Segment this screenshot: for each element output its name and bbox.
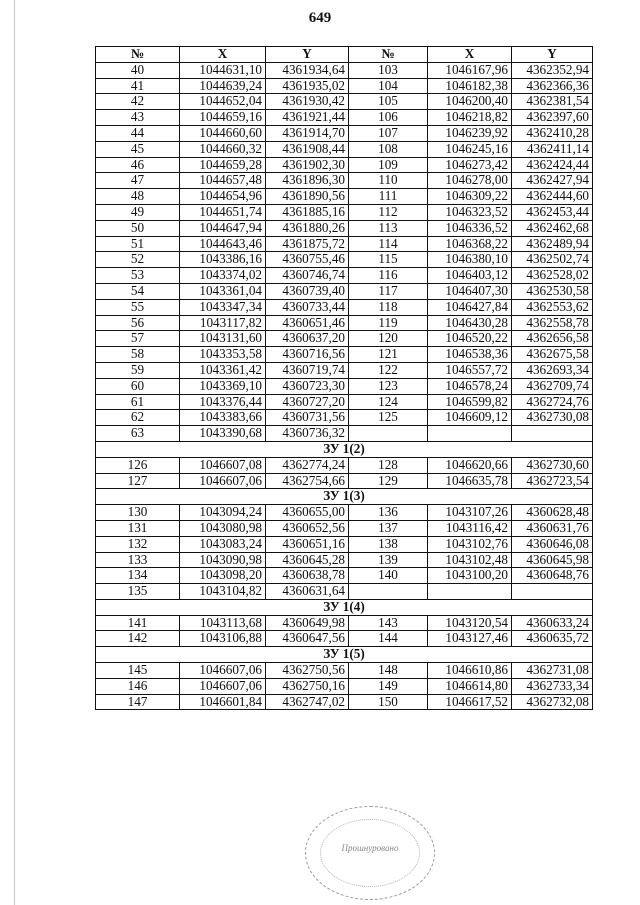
cell-x-right: 1046599,82 bbox=[428, 394, 512, 410]
cell-x-left: 1043131,60 bbox=[180, 331, 266, 347]
cell-y-right: 4362424,44 bbox=[512, 157, 593, 173]
table-row bbox=[96, 426, 593, 442]
cell-y-right: 4362530,58 bbox=[512, 283, 593, 299]
cell-number-left: 49 bbox=[96, 204, 180, 220]
cell-y-left: 4362774,24 bbox=[266, 457, 349, 473]
table-row bbox=[96, 125, 593, 141]
cell-y-left: 4360638,78 bbox=[266, 568, 349, 584]
cell-number-right: 128 bbox=[349, 457, 428, 473]
table-row bbox=[96, 94, 593, 110]
cell-y-left: 4362747,02 bbox=[266, 694, 349, 710]
cell-y-right: 4362444,60 bbox=[512, 189, 593, 205]
cell-y-right: 4362732,08 bbox=[512, 694, 593, 710]
section-label: ЗУ 1(4) bbox=[96, 599, 593, 615]
cell-x-right: 1043102,76 bbox=[428, 536, 512, 552]
table-row bbox=[96, 141, 593, 157]
cell-y-right: 4362453,44 bbox=[512, 204, 593, 220]
cell-y-left: 4361930,42 bbox=[266, 94, 349, 110]
section-label: ЗУ 1(2) bbox=[96, 441, 593, 457]
cell-x-left: 1046607,08 bbox=[180, 457, 266, 473]
table-row bbox=[96, 615, 593, 631]
cell-number-left: 58 bbox=[96, 347, 180, 363]
cell-number-left: 131 bbox=[96, 520, 180, 536]
table-row bbox=[96, 631, 593, 647]
table-row bbox=[96, 204, 593, 220]
cell-x-left: 1043383,66 bbox=[180, 410, 266, 426]
cell-number-left: 145 bbox=[96, 663, 180, 679]
cell-y-left: 4360649,98 bbox=[266, 615, 349, 631]
cell-number-left: 134 bbox=[96, 568, 180, 584]
cell-y-left: 4360716,56 bbox=[266, 347, 349, 363]
cell-x-right: 1046620,66 bbox=[428, 457, 512, 473]
cell-y-left: 4361935,02 bbox=[266, 78, 349, 94]
cell-x-left: 1043080,98 bbox=[180, 520, 266, 536]
cell-x-left: 1044647,94 bbox=[180, 220, 266, 236]
cell-x-right: 1043100,20 bbox=[428, 568, 512, 584]
cell-y-left: 4361885,16 bbox=[266, 204, 349, 220]
table-row bbox=[96, 220, 593, 236]
cell-x-right: 1043107,26 bbox=[428, 505, 512, 521]
cell-y-right: 4362693,34 bbox=[512, 362, 593, 378]
cell-number-left: 141 bbox=[96, 615, 180, 631]
header-x-right: X bbox=[428, 47, 512, 63]
cell-y-right: 4362730,60 bbox=[512, 457, 593, 473]
cell-y-left: 4360651,16 bbox=[266, 536, 349, 552]
cell-number-left: 43 bbox=[96, 110, 180, 126]
cell-number-right: 113 bbox=[349, 220, 428, 236]
cell-number-right: 109 bbox=[349, 157, 428, 173]
cell-x-left: 1044639,24 bbox=[180, 78, 266, 94]
cell-number-left: 42 bbox=[96, 94, 180, 110]
cell-y-left: 4360637,20 bbox=[266, 331, 349, 347]
cell-number-left: 62 bbox=[96, 410, 180, 426]
cell-number-right: 105 bbox=[349, 94, 428, 110]
cell-x-left: 1044643,46 bbox=[180, 236, 266, 252]
cell-x-left: 1043347,34 bbox=[180, 299, 266, 315]
cell-number-left: 132 bbox=[96, 536, 180, 552]
cell-number-right: 124 bbox=[349, 394, 428, 410]
cell-y-left: 4360631,64 bbox=[266, 584, 349, 600]
cell-x-left: 1044654,96 bbox=[180, 189, 266, 205]
cell-y-right: 4362731,08 bbox=[512, 663, 593, 679]
section-label: ЗУ 1(5) bbox=[96, 647, 593, 663]
cell-number-left: 133 bbox=[96, 552, 180, 568]
cell-x-left: 1043374,02 bbox=[180, 268, 266, 284]
cell-x-left: 1043353,58 bbox=[180, 347, 266, 363]
cell-number-right: 123 bbox=[349, 378, 428, 394]
cell-x-left: 1044631,10 bbox=[180, 62, 266, 78]
cell-x-left: 1043090,98 bbox=[180, 552, 266, 568]
section-label: ЗУ 1(3) bbox=[96, 489, 593, 505]
cell-x-right: 1046578,24 bbox=[428, 378, 512, 394]
cell-number-left: 60 bbox=[96, 378, 180, 394]
cell-y-left: 4362754,66 bbox=[266, 473, 349, 489]
cell-x-right: 1046323,52 bbox=[428, 204, 512, 220]
cell-number-right: 103 bbox=[349, 62, 428, 78]
cell-x-left: 1044660,60 bbox=[180, 125, 266, 141]
cell-x-right: 1046403,12 bbox=[428, 268, 512, 284]
cell-number-left: 135 bbox=[96, 584, 180, 600]
cell-x-right: 1043127,46 bbox=[428, 631, 512, 647]
cell-y-right: 4362528,02 bbox=[512, 268, 593, 284]
cell-x-right: 1046218,82 bbox=[428, 110, 512, 126]
cell-number-right: 122 bbox=[349, 362, 428, 378]
cell-y-left: 4360645,28 bbox=[266, 552, 349, 568]
cell-x-left: 1043361,04 bbox=[180, 283, 266, 299]
cell-x-left: 1046601,84 bbox=[180, 694, 266, 710]
table-row bbox=[96, 678, 593, 694]
cell-y-right: 4360628,48 bbox=[512, 505, 593, 521]
cell-x-right: 1046245,16 bbox=[428, 141, 512, 157]
cell-x-right: 1043116,42 bbox=[428, 520, 512, 536]
cell-y-right: 4362502,74 bbox=[512, 252, 593, 268]
cell-number-left: 41 bbox=[96, 78, 180, 94]
table-row bbox=[96, 252, 593, 268]
cell-x-right: 1046430,28 bbox=[428, 315, 512, 331]
cell-y-left: 4362750,56 bbox=[266, 663, 349, 679]
cell-x-right bbox=[428, 584, 512, 600]
page-number: 649 bbox=[308, 10, 332, 26]
cell-number-right: 144 bbox=[349, 631, 428, 647]
cell-number-left: 46 bbox=[96, 157, 180, 173]
cell-number-left: 59 bbox=[96, 362, 180, 378]
cell-x-left: 1043117,82 bbox=[180, 315, 266, 331]
scan-edge-line bbox=[14, 0, 15, 905]
cell-y-left: 4360739,40 bbox=[266, 283, 349, 299]
cell-number-right: 136 bbox=[349, 505, 428, 521]
cell-y-left: 4360733,44 bbox=[266, 299, 349, 315]
cell-x-left: 1043094,24 bbox=[180, 505, 266, 521]
cell-x-left: 1044659,16 bbox=[180, 110, 266, 126]
cell-y-right: 4362724,76 bbox=[512, 394, 593, 410]
cell-x-left: 1043361,42 bbox=[180, 362, 266, 378]
cell-y-right: 4362381,54 bbox=[512, 94, 593, 110]
cell-y-left: 4360731,56 bbox=[266, 410, 349, 426]
cell-number-left: 48 bbox=[96, 189, 180, 205]
cell-number-right: 138 bbox=[349, 536, 428, 552]
cell-number-right: 117 bbox=[349, 283, 428, 299]
table-row bbox=[96, 110, 593, 126]
cell-y-left: 4360652,56 bbox=[266, 520, 349, 536]
cell-y-left: 4361908,44 bbox=[266, 141, 349, 157]
stamp-inner-ring bbox=[320, 819, 420, 887]
section-row bbox=[96, 599, 593, 615]
cell-x-right: 1046182,38 bbox=[428, 78, 512, 94]
table-row bbox=[96, 283, 593, 299]
cell-y-left: 4361880,26 bbox=[266, 220, 349, 236]
cell-number-left: 54 bbox=[96, 283, 180, 299]
cell-number-left: 61 bbox=[96, 394, 180, 410]
table-row bbox=[96, 189, 593, 205]
cell-x-right: 1046407,30 bbox=[428, 283, 512, 299]
cell-x-left: 1043376,44 bbox=[180, 394, 266, 410]
cell-number-right: 111 bbox=[349, 189, 428, 205]
table-row bbox=[96, 694, 593, 710]
cell-x-left: 1046607,06 bbox=[180, 663, 266, 679]
stamp-text: Прошнуровано bbox=[341, 843, 399, 853]
cell-y-right: 4360648,76 bbox=[512, 568, 593, 584]
cell-y-right: 4362558,78 bbox=[512, 315, 593, 331]
cell-y-right: 4362427,94 bbox=[512, 173, 593, 189]
cell-x-left: 1043113,68 bbox=[180, 615, 266, 631]
cell-x-left: 1043083,24 bbox=[180, 536, 266, 552]
cell-y-left: 4361896,30 bbox=[266, 173, 349, 189]
stamp-seal bbox=[305, 806, 435, 900]
header-y-left: Y bbox=[266, 47, 349, 63]
table-row bbox=[96, 457, 593, 473]
cell-x-left: 1044657,48 bbox=[180, 173, 266, 189]
cell-number-left: 142 bbox=[96, 631, 180, 647]
table-row bbox=[96, 315, 593, 331]
header-y-right: Y bbox=[512, 47, 593, 63]
cell-x-right: 1046336,52 bbox=[428, 220, 512, 236]
cell-x-right: 1046278,00 bbox=[428, 173, 512, 189]
table-row bbox=[96, 378, 593, 394]
cell-number-left: 130 bbox=[96, 505, 180, 521]
cell-y-left: 4360651,46 bbox=[266, 315, 349, 331]
coordinates-table bbox=[95, 46, 593, 710]
table-row bbox=[96, 520, 593, 536]
cell-x-right: 1046239,92 bbox=[428, 125, 512, 141]
cell-x-right: 1046538,36 bbox=[428, 347, 512, 363]
cell-x-left: 1044652,04 bbox=[180, 94, 266, 110]
cell-number-right: 116 bbox=[349, 268, 428, 284]
cell-y-left: 4361914,70 bbox=[266, 125, 349, 141]
table-row bbox=[96, 157, 593, 173]
table-row bbox=[96, 299, 593, 315]
cell-number-left: 55 bbox=[96, 299, 180, 315]
cell-y-right: 4360631,76 bbox=[512, 520, 593, 536]
table-row bbox=[96, 362, 593, 378]
cell-y-left: 4360736,32 bbox=[266, 426, 349, 442]
table-row bbox=[96, 536, 593, 552]
cell-x-right: 1046617,52 bbox=[428, 694, 512, 710]
cell-x-left: 1044651,74 bbox=[180, 204, 266, 220]
cell-number-right: 115 bbox=[349, 252, 428, 268]
table-row bbox=[96, 505, 593, 521]
cell-y-right: 4362397,60 bbox=[512, 110, 593, 126]
cell-number-right: 137 bbox=[349, 520, 428, 536]
cell-y-right: 4362489,94 bbox=[512, 236, 593, 252]
cell-y-left: 4361890,56 bbox=[266, 189, 349, 205]
cell-number-right: 120 bbox=[349, 331, 428, 347]
cell-y-left: 4360727,20 bbox=[266, 394, 349, 410]
cell-number-right: 139 bbox=[349, 552, 428, 568]
cell-x-right: 1046610,86 bbox=[428, 663, 512, 679]
cell-number-left: 50 bbox=[96, 220, 180, 236]
cell-number-left: 51 bbox=[96, 236, 180, 252]
cell-y-right: 4360646,08 bbox=[512, 536, 593, 552]
cell-x-right: 1046368,22 bbox=[428, 236, 512, 252]
cell-x-right: 1046273,42 bbox=[428, 157, 512, 173]
cell-number-right: 140 bbox=[349, 568, 428, 584]
table-row bbox=[96, 473, 593, 489]
table-header-row bbox=[96, 47, 593, 63]
cell-x-right: 1046427,84 bbox=[428, 299, 512, 315]
cell-y-right: 4362709,74 bbox=[512, 378, 593, 394]
cell-y-left: 4361934,64 bbox=[266, 62, 349, 78]
cell-x-left: 1046607,06 bbox=[180, 473, 266, 489]
table-row bbox=[96, 568, 593, 584]
cell-number-left: 57 bbox=[96, 331, 180, 347]
section-row bbox=[96, 441, 593, 457]
table-row bbox=[96, 347, 593, 363]
cell-x-right: 1046557,72 bbox=[428, 362, 512, 378]
cell-y-left: 4360655,00 bbox=[266, 505, 349, 521]
cell-y-right: 4362675,58 bbox=[512, 347, 593, 363]
cell-x-right: 1046520,22 bbox=[428, 331, 512, 347]
cell-number-left: 45 bbox=[96, 141, 180, 157]
table-row bbox=[96, 62, 593, 78]
cell-y-right: 4362411,14 bbox=[512, 141, 593, 157]
cell-y-right: 4360635,72 bbox=[512, 631, 593, 647]
cell-y-left: 4360755,46 bbox=[266, 252, 349, 268]
cell-x-right: 1046614,80 bbox=[428, 678, 512, 694]
cell-number-left: 56 bbox=[96, 315, 180, 331]
section-row bbox=[96, 489, 593, 505]
cell-number-left: 127 bbox=[96, 473, 180, 489]
table-row bbox=[96, 410, 593, 426]
cell-number-right: 108 bbox=[349, 141, 428, 157]
cell-number-right: 121 bbox=[349, 347, 428, 363]
cell-x-left: 1043390,68 bbox=[180, 426, 266, 442]
cell-x-left: 1043369,10 bbox=[180, 378, 266, 394]
cell-y-right: 4360645,98 bbox=[512, 552, 593, 568]
cell-y-right: 4362656,58 bbox=[512, 331, 593, 347]
cell-number-right: 114 bbox=[349, 236, 428, 252]
table-row bbox=[96, 78, 593, 94]
header-number-left: № bbox=[96, 47, 180, 63]
cell-y-left: 4361902,30 bbox=[266, 157, 349, 173]
cell-number-left: 44 bbox=[96, 125, 180, 141]
header-x-left: X bbox=[180, 47, 266, 63]
cell-number-right: 104 bbox=[349, 78, 428, 94]
cell-y-right: 4362366,36 bbox=[512, 78, 593, 94]
table-row bbox=[96, 663, 593, 679]
table-row bbox=[96, 236, 593, 252]
cell-number-left: 146 bbox=[96, 678, 180, 694]
cell-number-left: 63 bbox=[96, 426, 180, 442]
cell-number-right bbox=[349, 426, 428, 442]
cell-y-right bbox=[512, 426, 593, 442]
table-row bbox=[96, 552, 593, 568]
cell-y-left: 4361875,72 bbox=[266, 236, 349, 252]
cell-x-right: 1043102,48 bbox=[428, 552, 512, 568]
cell-x-left: 1043098,20 bbox=[180, 568, 266, 584]
cell-x-left: 1043106,88 bbox=[180, 631, 266, 647]
cell-number-right: 143 bbox=[349, 615, 428, 631]
cell-x-right bbox=[428, 426, 512, 442]
cell-x-right: 1043120,54 bbox=[428, 615, 512, 631]
cell-number-right: 129 bbox=[349, 473, 428, 489]
cell-y-right bbox=[512, 584, 593, 600]
cell-x-right: 1046380,10 bbox=[428, 252, 512, 268]
cell-y-right: 4360633,24 bbox=[512, 615, 593, 631]
cell-y-right: 4362733,34 bbox=[512, 678, 593, 694]
cell-number-right: 148 bbox=[349, 663, 428, 679]
cell-number-left: 126 bbox=[96, 457, 180, 473]
cell-number-right: 118 bbox=[349, 299, 428, 315]
cell-number-right: 125 bbox=[349, 410, 428, 426]
cell-number-right: 106 bbox=[349, 110, 428, 126]
cell-x-left: 1043104,82 bbox=[180, 584, 266, 600]
table-row bbox=[96, 394, 593, 410]
cell-number-right: 150 bbox=[349, 694, 428, 710]
cell-x-left: 1043386,16 bbox=[180, 252, 266, 268]
cell-x-left: 1046607,06 bbox=[180, 678, 266, 694]
cell-number-left: 52 bbox=[96, 252, 180, 268]
table-row bbox=[96, 173, 593, 189]
cell-number-right: 119 bbox=[349, 315, 428, 331]
cell-y-left: 4360719,74 bbox=[266, 362, 349, 378]
header-number-right: № bbox=[349, 47, 428, 63]
cell-x-right: 1046167,96 bbox=[428, 62, 512, 78]
cell-y-left: 4361921,44 bbox=[266, 110, 349, 126]
cell-number-right: 149 bbox=[349, 678, 428, 694]
cell-number-left: 53 bbox=[96, 268, 180, 284]
cell-number-right bbox=[349, 584, 428, 600]
cell-number-left: 40 bbox=[96, 62, 180, 78]
cell-y-left: 4360723,30 bbox=[266, 378, 349, 394]
cell-x-right: 1046609,12 bbox=[428, 410, 512, 426]
table-row bbox=[96, 268, 593, 284]
section-row bbox=[96, 647, 593, 663]
cell-y-right: 4362410,28 bbox=[512, 125, 593, 141]
table-body bbox=[96, 62, 593, 710]
table-row bbox=[96, 331, 593, 347]
cell-y-left: 4362750,16 bbox=[266, 678, 349, 694]
cell-number-right: 112 bbox=[349, 204, 428, 220]
cell-y-right: 4362730,08 bbox=[512, 410, 593, 426]
cell-y-left: 4360647,56 bbox=[266, 631, 349, 647]
cell-x-right: 1046309,22 bbox=[428, 189, 512, 205]
cell-y-right: 4362553,62 bbox=[512, 299, 593, 315]
cell-number-right: 107 bbox=[349, 125, 428, 141]
table-row bbox=[96, 584, 593, 600]
cell-y-left: 4360746,74 bbox=[266, 268, 349, 284]
cell-x-right: 1046200,40 bbox=[428, 94, 512, 110]
cell-number-right: 110 bbox=[349, 173, 428, 189]
cell-y-right: 4362723,54 bbox=[512, 473, 593, 489]
cell-number-left: 47 bbox=[96, 173, 180, 189]
cell-y-right: 4362462,68 bbox=[512, 220, 593, 236]
cell-x-left: 1044659,28 bbox=[180, 157, 266, 173]
cell-y-right: 4362352,94 bbox=[512, 62, 593, 78]
cell-x-left: 1044660,32 bbox=[180, 141, 266, 157]
cell-x-right: 1046635,78 bbox=[428, 473, 512, 489]
cell-number-left: 147 bbox=[96, 694, 180, 710]
